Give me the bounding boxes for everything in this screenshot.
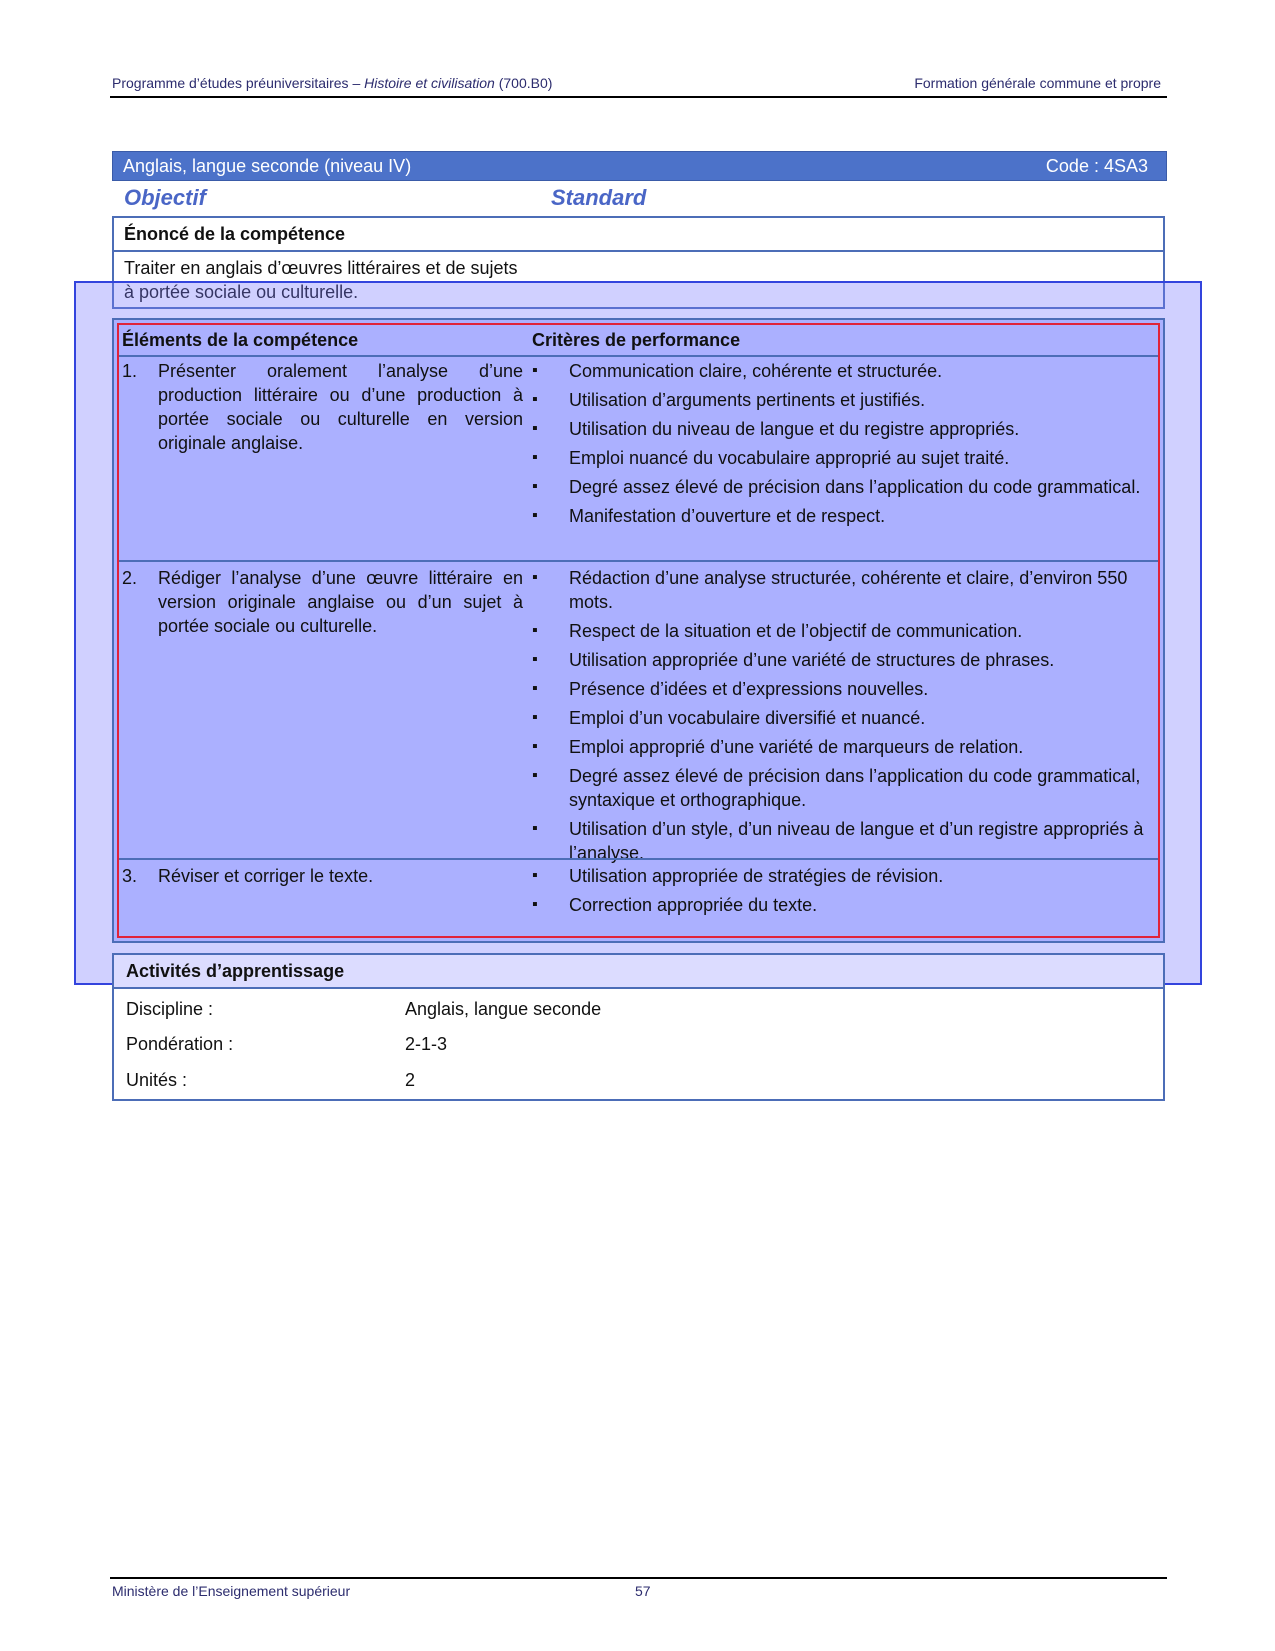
list-item: ▪ Emploi d’un vocabulaire diversifié et nuancé. (532, 708, 926, 728)
bullet-icon: ▪ (532, 680, 538, 697)
footer-ministry: Ministère de l’Enseignement supérieur (112, 1583, 351, 1599)
header-program-title: Programme d’études préuniversitaires – Histoire et civilisation (700.B0) (112, 75, 553, 91)
enonce-heading-row (114, 218, 1163, 252)
course-title-bar (112, 151, 1167, 181)
bullet-icon: ▪ (532, 896, 538, 913)
element-number: 3. (122, 866, 138, 886)
bullet-icon: ▪ (532, 651, 538, 668)
bullet-icon: ▪ (532, 362, 538, 379)
header-section-title: Formation générale commune et propre (914, 75, 1161, 91)
activites-section (112, 953, 1165, 1101)
list-item: ▪ Emploi approprié d’une variété de marqueurs de relation. (532, 737, 1024, 757)
discipline-value: Anglais, langue seconde (405, 999, 602, 1019)
bullet-icon: ▪ (532, 478, 538, 495)
list-item: ▪ Emploi nuancé du vocabulaire approprié au sujet traité. (532, 448, 1010, 468)
ponderation-value: 2-1-3 (405, 1034, 448, 1054)
course-code: Code : 4SA3 (1045, 156, 1148, 176)
list-item: ▪ Degré assez élevé de précision dans l’application du code grammatical, syntaxique et orthographique. (532, 766, 1141, 810)
objectif-label: Objectif (124, 185, 206, 210)
bullet-icon: ▪ (532, 820, 538, 837)
elements-heading: Éléments de la compétence (122, 330, 359, 350)
page-header (110, 74, 1167, 98)
list-item: ▪ Utilisation d’un style, d’un niveau de langue et d’un registre appropriés à l’analyse. (532, 819, 1144, 863)
enonce-text: Traiter en anglais d’œuvres littéraires et de sujets à portée sociale ou culturelle. (124, 258, 518, 302)
activites-heading-row (114, 955, 1163, 989)
bullet-icon: ▪ (532, 738, 538, 755)
enonce-heading: Énoncé de la compétence (124, 224, 346, 244)
bullet-icon: ▪ (532, 767, 538, 784)
elements-table (117, 323, 1160, 938)
bullet-icon: ▪ (532, 420, 538, 437)
list-item: ▪ Rédaction d’une analyse structurée, cohérente et claire, d’environ 550 mots. (532, 568, 1128, 612)
criteria-list (532, 359, 1152, 533)
criteria-list (532, 864, 1152, 922)
list-item: ▪ Utilisation appropriée de stratégies de révision. (532, 866, 944, 886)
list-item: ▪ Degré assez élevé de précision dans l’application du code grammatical. (532, 477, 1141, 497)
list-item: ▪ Utilisation appropriée d’une variété de structures de phrases. (532, 650, 1055, 670)
standard-label: Standard (551, 185, 647, 210)
list-item: ▪ Communication claire, cohérente et structurée. (532, 361, 943, 381)
element-number: 2. (122, 568, 138, 588)
element-text: Présenter oralement l’analyse d’une production littéraire ou d’une production à portée sociale ou culturelle en version originale anglaise. (158, 361, 523, 453)
bullet-icon: ▪ (532, 391, 538, 408)
list-item: ▪ Respect de la situation et de l’objectif de communication. (532, 621, 1023, 641)
element-text: Rédiger l’analyse d’une œuvre littéraire en version originale anglaise ou d’un sujet à portée sociale ou culturelle. (158, 568, 523, 636)
list-item: ▪ Utilisation du niveau de langue et du registre appropriés. (532, 419, 1020, 439)
activites-heading: Activités d’apprentissage (126, 961, 345, 981)
page-number: 57 (635, 1583, 651, 1599)
list-item: ▪ Correction appropriée du texte. (532, 895, 818, 915)
heading-divider (119, 355, 1158, 357)
bullet-icon: ▪ (532, 507, 538, 524)
course-title: Anglais, langue seconde (niveau IV) (123, 156, 412, 176)
row-divider (119, 560, 1158, 562)
bullet-icon: ▪ (532, 867, 538, 884)
list-item: ▪ Manifestation d’ouverture et de respect. (532, 506, 886, 526)
criteria-list (532, 566, 1152, 870)
element-text: Réviser et corriger le texte. (158, 866, 374, 886)
elements-section (112, 318, 1165, 943)
bullet-icon: ▪ (532, 622, 538, 639)
unites-label: Unités : (126, 1070, 188, 1090)
discipline-label: Discipline : (126, 999, 214, 1019)
list-item: ▪ Présence d’idées et d’expressions nouvelles. (532, 679, 929, 699)
element-number: 1. (122, 361, 138, 381)
bullet-icon: ▪ (532, 709, 538, 726)
bullet-icon: ▪ (532, 569, 538, 586)
row-divider (119, 858, 1158, 860)
ponderation-label: Pondération : (126, 1034, 234, 1054)
bullet-icon: ▪ (532, 449, 538, 466)
page-footer (110, 1577, 1167, 1601)
list-item: ▪ Utilisation d’arguments pertinents et justifiés. (532, 390, 926, 410)
unites-value: 2 (405, 1070, 416, 1090)
criteria-heading: Critères de performance (532, 330, 741, 350)
